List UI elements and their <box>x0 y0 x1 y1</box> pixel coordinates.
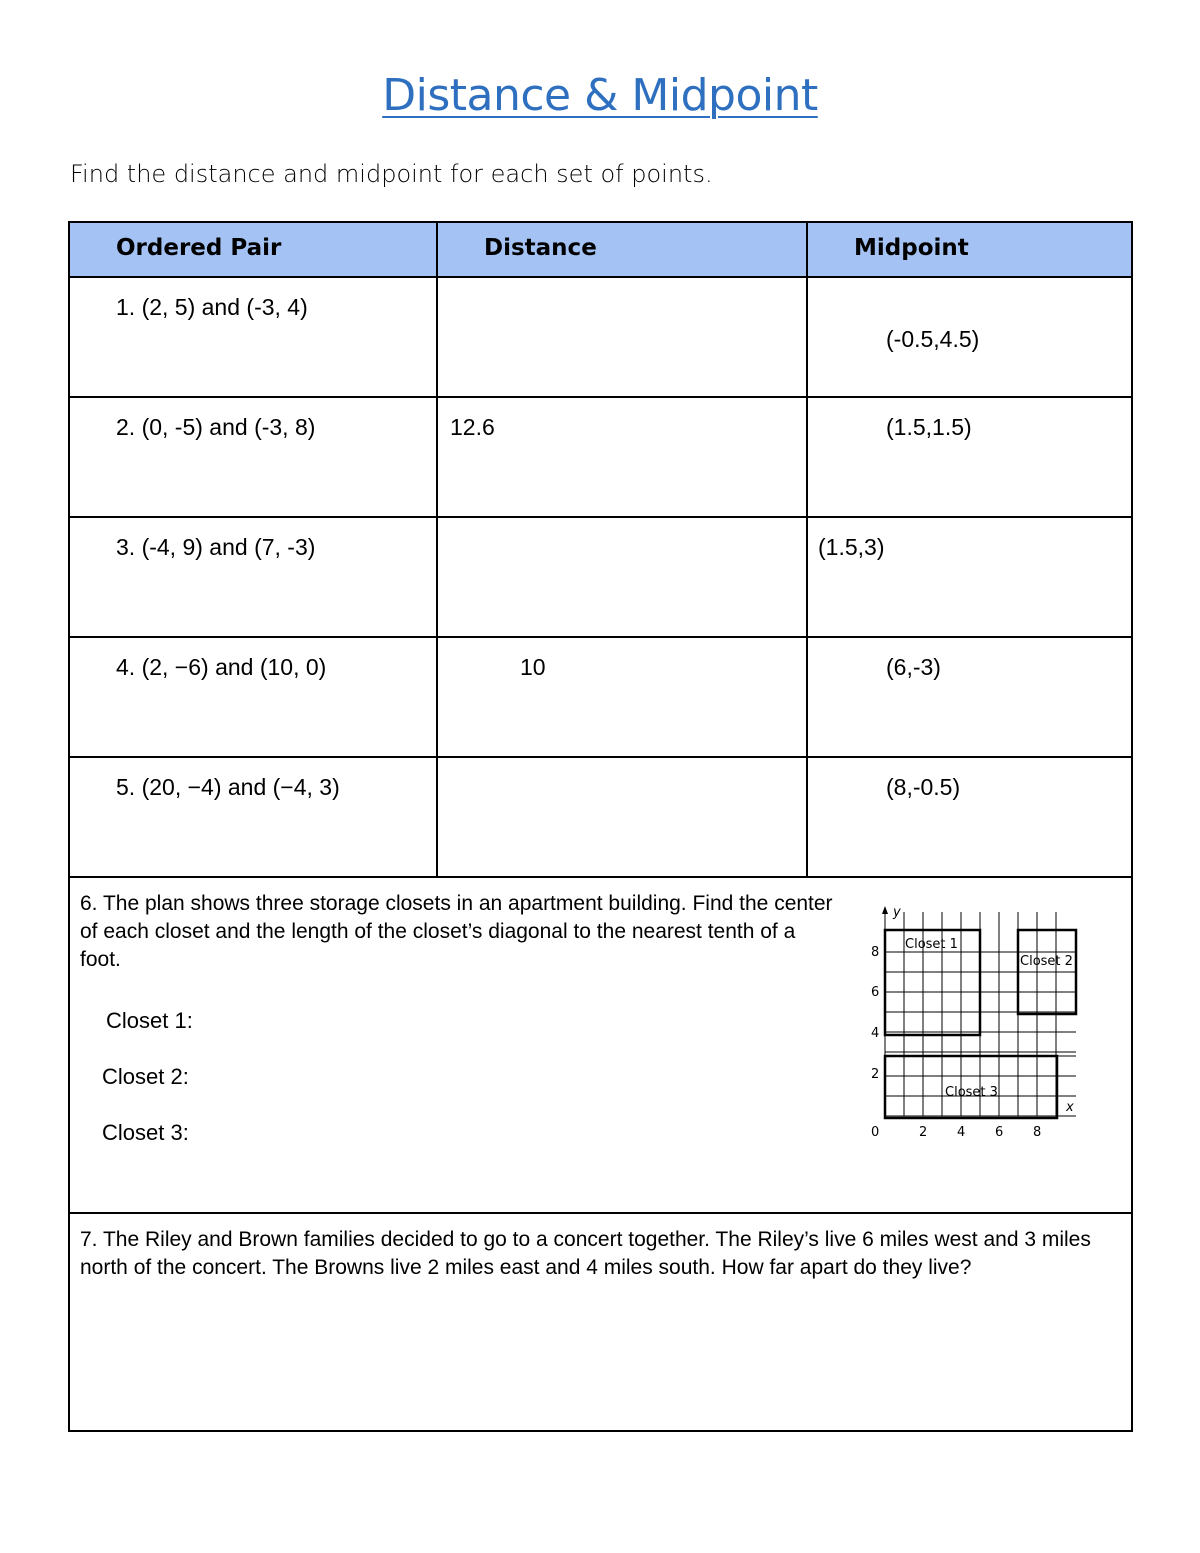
question-7-text: 7. The Riley and Brown families decided to go to a concert together. The Riley’s live 6 miles west and 3 miles north of the concert. The Browns live 2 miles east and 4 miles south. How far apart do they live? <box>80 1228 1091 1279</box>
plan-x-tick: 8 <box>1033 1125 1042 1140</box>
closet-3-label: Closet 3: <box>102 1120 189 1145</box>
worksheet-table <box>68 221 1133 1432</box>
header-distance: Distance <box>437 222 807 277</box>
distance-cell[interactable] <box>437 517 807 637</box>
pair-cell: 5. (20, −4) and (−4, 3) <box>69 757 437 877</box>
table-row <box>69 277 1132 397</box>
midpoint-cell[interactable]: (6,-3) <box>807 637 1132 757</box>
table-row <box>69 637 1132 757</box>
plan-closet-3-label: Closet 3 <box>945 1085 998 1100</box>
table-row <box>69 757 1132 877</box>
table-row <box>69 397 1132 517</box>
plan-y-tick: 2 <box>871 1067 880 1082</box>
plan-y-tick: 6 <box>871 985 880 1000</box>
question-7-cell[interactable] <box>69 1213 1132 1431</box>
plan-x-tick: 0 <box>871 1125 880 1140</box>
plan-y-tick: 8 <box>871 945 880 960</box>
plan-closet-1-label: Closet 1 <box>905 937 958 952</box>
page-title: Distance & Midpoint <box>382 70 818 121</box>
midpoint-cell[interactable]: (1.5,3) <box>807 517 1132 637</box>
plan-x-tick: 2 <box>919 1125 928 1140</box>
y-axis-arrow-icon <box>882 906 888 914</box>
closet-1-label: Closet 1: <box>106 1008 193 1033</box>
midpoint-cell[interactable]: (-0.5,4.5) <box>807 277 1132 397</box>
pair-cell: 4. (2, −6) and (10, 0) <box>69 637 437 757</box>
closet-floor-plan <box>861 904 1091 1144</box>
question-7-row <box>69 1213 1132 1431</box>
question-6-cell[interactable] <box>69 877 1132 1213</box>
table-header-row <box>69 222 1132 277</box>
header-midpoint: Midpoint <box>807 222 1132 277</box>
pair-cell: 1. (2, 5) and (-3, 4) <box>69 277 437 397</box>
header-ordered-pair: Ordered Pair <box>69 222 437 277</box>
pair-cell: 2. (0, -5) and (-3, 8) <box>69 397 437 517</box>
plan-x-tick: 4 <box>957 1125 966 1140</box>
question-6-row <box>69 877 1132 1213</box>
plan-y-tick: 4 <box>871 1026 880 1041</box>
midpoint-cell[interactable]: (8,-0.5) <box>807 757 1132 877</box>
instructions: Find the distance and midpoint for each set of points. <box>70 160 713 188</box>
closet-2-label: Closet 2: <box>102 1064 189 1089</box>
midpoint-cell[interactable]: (1.5,1.5) <box>807 397 1132 517</box>
plan-y-axis-label: y <box>893 905 901 920</box>
table-row <box>69 517 1132 637</box>
plan-x-tick: 6 <box>995 1125 1004 1140</box>
plan-x-axis-label: x <box>1066 1100 1074 1115</box>
distance-cell[interactable]: 12.6 <box>437 397 807 517</box>
question-6-text: 6. The plan shows three storage closets in an apartment building. Find the center of each closet and the length of the closet’s diagonal to the nearest tenth of a foot. <box>80 892 833 971</box>
distance-cell[interactable]: 10 <box>437 637 807 757</box>
distance-cell[interactable] <box>437 277 807 397</box>
distance-cell[interactable] <box>437 757 807 877</box>
pair-cell: 3. (-4, 9) and (7, -3) <box>69 517 437 637</box>
plan-closet-2-label: Closet 2 <box>1020 954 1073 969</box>
